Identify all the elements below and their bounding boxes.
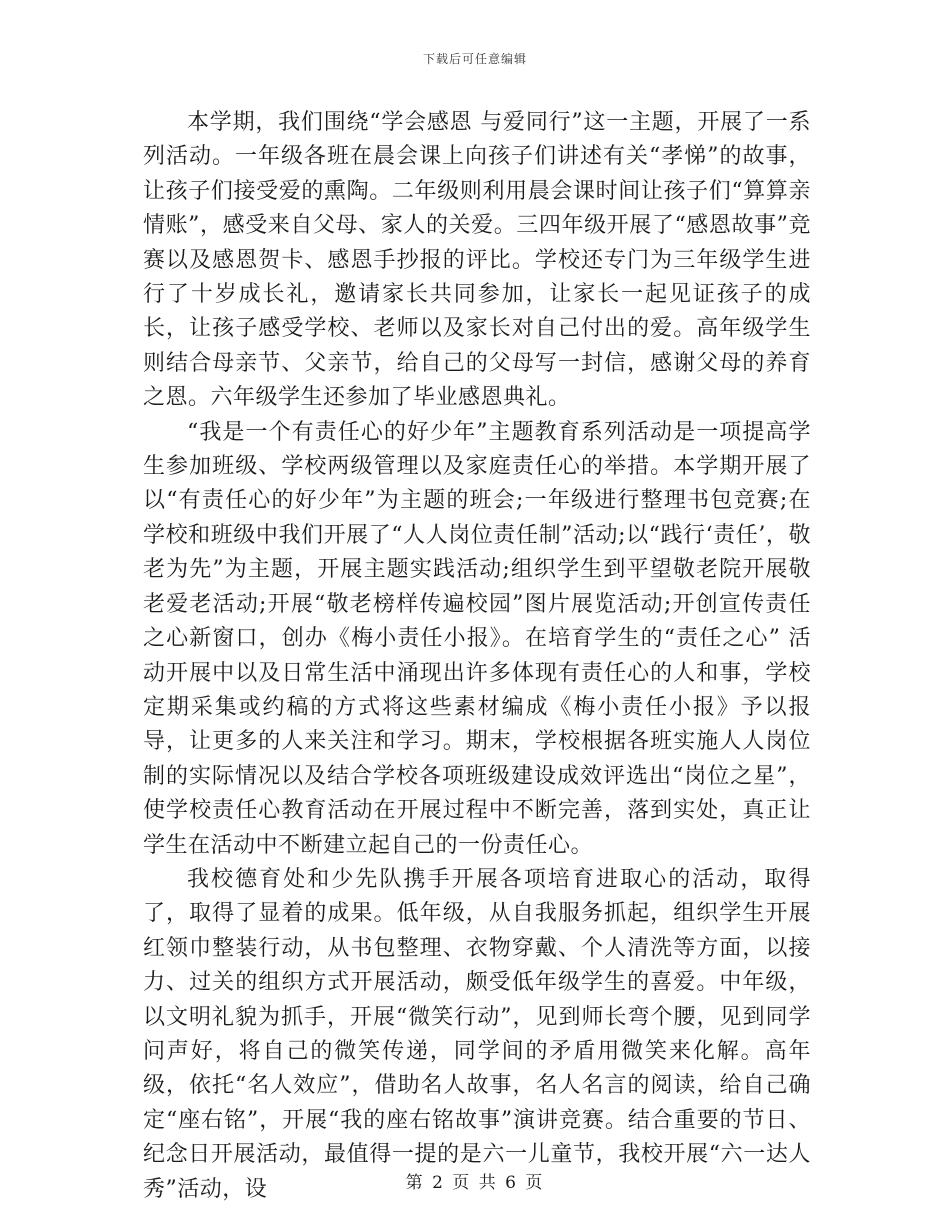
page-number-footer: 第 2 页 共 6 页 bbox=[405, 1173, 545, 1193]
paragraph-ambition: 我校德育处和少先队携手开展各项培育进取心的活动，取得了，取得了显着的成果。低年级，从自我服务抓起，组织学生开展红领巾整装行动，从书包整理、衣物穿戴、个人清洗等方面，以接力、过关的组织方式开展活动，颇受低年级学生的喜爱。中年级，以文明礼貌为抓手，开展“微笑行动”，见到师长弯个腰，见到同学问声好，将自己的微笑传递，同学间的矛盾用微笑来化解。高年级，依托“名人效应”，借助名人故事，名人名言的阅读，给自己确定“座右铭”，开展“我的座右铭故事”演讲竞赛。结合重要的节日、纪念日开展活动，最值得一提的是六一儿童节，我校开展“六一达人秀”活动，设 bbox=[143, 866, 811, 1202]
paragraph-responsibility: “我是一个有责任心的好少年”主题教育系列活动是一项提高学生参加班级、学校两级管理以及家庭责任心的举措。本学期开展了以“有责任心的好少年”为主题的班会;一年级进行整理书包竞赛;在学校和班级中我们开展了“人人岗位责任制”活动;以“践行‘责任’，敬老为先”为主题，开展主题实践活动;组织学生到平望敬老院开展敬老爱老活动;开展“敬老榜样传遍校园”图片展览活动;开创宣传责任之心新窗口，创办《梅小责任小报》。在培育学生的“责任之心” 活动开展中以及日常生活中涌现出许多体现有责任心的人和事，学校定期采集或约稿的方式将这些素材编成《梅小责任小报》予以报导，让更多的人来关注和学习。期末，学校根据各班实施人人岗位制的实际情况以及结合学校各项班级建设成效评选出“岗位之星”，使学校责任心教育活动在开展过程中不断完善，落到实处，真正让学生在活动中不断建立起自己的一份责任心。 bbox=[143, 419, 811, 858]
page-header: 下载后可任意编辑 bbox=[422, 52, 527, 66]
document-body bbox=[143, 106, 811, 1207]
paragraph-gratitude: 本学期，我们围绕“学会感恩 与爱同行”这一主题，开展了一系列活动。一年级各班在晨会课上向孩子们讲述有关“孝悌”的故事，让孩子们接受爱的熏陶。二年级则利用晨会课时间让孩子们“算算亲情账”，感受来自父母、家人的关爱。三四年级开展了“感恩故事”竞赛以及感恩贺卡、感恩手抄报的评比。学校还专门为三年级学生进行了十岁成长礼，邀请家长共同参加，让家长一起见证孩子的成长，让孩子感受学校、老师以及家长对自己付出的爱。高年级学生则结合母亲节、父亲节，给自己的父母写一封信，感谢父母的养育之恩。六年级学生还参加了毕业感恩典礼。 bbox=[143, 110, 811, 411]
